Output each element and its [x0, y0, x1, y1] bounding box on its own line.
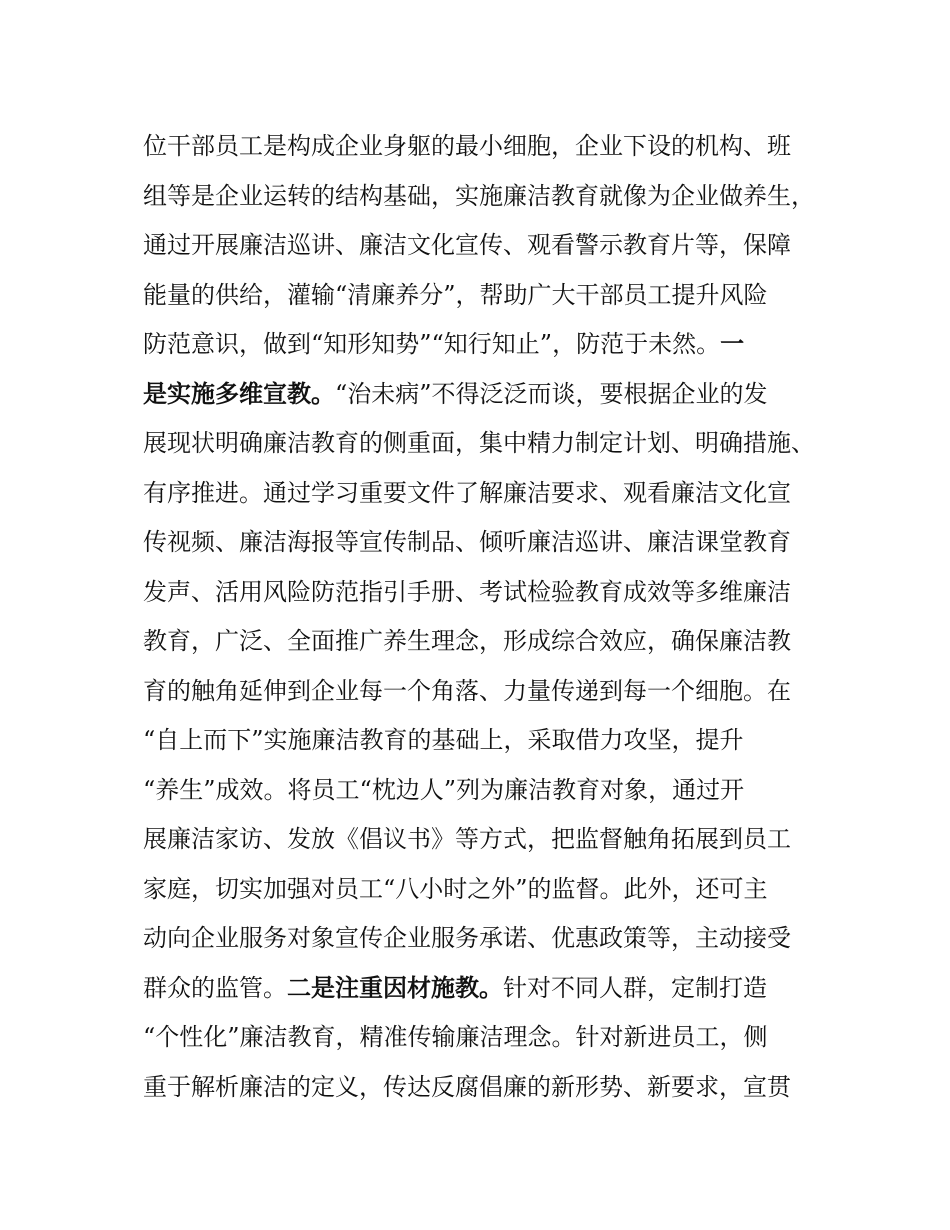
- body-text: [143, 122, 843, 1112]
- line-text: 家庭，切实加强对员工“八小时之外”的监督。此外，还可主: [143, 874, 768, 903]
- line-text: 防范意识，做到“知形知势”“知行知止”，防范于未然。: [143, 330, 721, 358]
- text-line: [143, 271, 843, 321]
- line-text: 传视频、廉洁海报等宣传制品、倾听廉洁巡讲、廉洁课堂教育: [143, 528, 791, 556]
- text-line: [143, 221, 843, 271]
- line-text: 组等是企业运转的结构基础，实施廉洁教育就像为企业做养生，: [143, 181, 815, 210]
- line-text: 群众的监管。: [143, 973, 287, 1002]
- text-line: [143, 320, 843, 370]
- text-line: [143, 964, 843, 1014]
- text-line: [143, 914, 843, 964]
- bold-heading-start: 一: [720, 330, 745, 358]
- line-text: 能量的供给，灌输“清廉养分”，帮助广大干部员工提升风险: [143, 280, 768, 309]
- line-text: 展廉洁家访、发放《倡议书》等方式，把监督触角拓展到员工: [143, 825, 791, 853]
- text-line: [143, 172, 843, 222]
- text-line: [143, 865, 843, 915]
- bold-heading: 二是注重因材施教。: [287, 973, 503, 1002]
- text-line: [143, 518, 843, 568]
- line-text: 重于解析廉洁的定义，传达反腐倡廉的新形势、新要求，宣贯: [143, 1072, 791, 1101]
- text-line: [143, 815, 843, 865]
- text-line: [143, 766, 843, 816]
- line-text: “养生”成效。将员工“枕边人”列为廉洁教育对象，通过开: [143, 775, 745, 804]
- line-text: 育的触角延伸到企业每一个角落、力量传递到每一个细胞。在: [143, 676, 791, 705]
- text-line: [143, 370, 843, 420]
- text-line: [143, 122, 843, 172]
- line-text: 发声、活用风险防范指引手册、考试检验教育成效等多维廉洁: [143, 577, 791, 606]
- line-text: 教育，广泛、全面推广养生理念，形成综合效应，确保廉洁教: [143, 627, 791, 655]
- line-text: 通过开展廉洁巡讲、廉洁文化宣传、观看警示教育片等，保障: [143, 231, 791, 259]
- text-line: [143, 469, 843, 519]
- text-line: [143, 568, 843, 618]
- bold-heading-rest: 是实施多维宣教。: [143, 379, 335, 408]
- line-text: 有序推进。通过学习重要文件了解廉洁要求、观看廉洁文化宣: [143, 478, 791, 507]
- text-line: [143, 617, 843, 667]
- text-line: [143, 1063, 843, 1113]
- line-text: 展现状明确廉洁教育的侧重面，集中精力制定计划、明确措施、: [143, 429, 815, 457]
- text-line: [143, 716, 843, 766]
- text-line: [143, 419, 843, 469]
- line-text: 位干部员工是构成企业身躯的最小细胞，企业下设的机构、班: [143, 132, 791, 160]
- text-line: [143, 667, 843, 717]
- line-text: “治未病”不得泛泛而谈，要根据企业的发: [335, 379, 768, 408]
- line-text: “自上而下”实施廉洁教育的基础上，采取借力攻坚，提升: [143, 726, 744, 754]
- text-line: [143, 1013, 843, 1063]
- line-text-tail: 针对不同人群，定制打造: [503, 973, 767, 1002]
- line-text: 动向企业服务对象宣传企业服务承诺、优惠政策等，主动接受: [143, 924, 791, 952]
- line-text: “个性化”廉洁教育，精准传输廉洁理念。针对新进员工，侧: [143, 1023, 768, 1051]
